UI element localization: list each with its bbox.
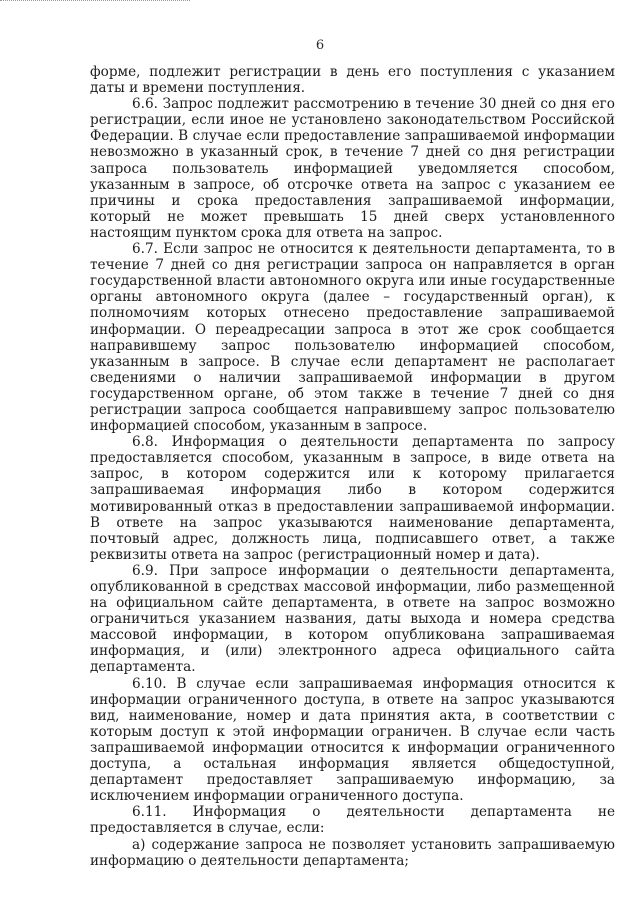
paragraph-6-11: 6.11. Информация о деятельности департамента не предоставляется в случае, если: <box>90 804 615 837</box>
paragraph-6-9: 6.9. При запросе информации о деятельности департамента, опубликованной в средствах массовой информации, либо размещенной на официальном сайте департамента, в ответе на запрос возможно ограничиться указанием названия, даты выхода и номера средства массовой информации, в котором опубликована запрашиваемая информация, и (или) электронного адреса официального сайта департамента. <box>90 562 615 676</box>
paragraph-6-7: 6.7. Если запрос не относится к деятельности департамента, то в течение 7 дней со дня регистрации запроса он направляется в орган государственной власти автономного округа или иные государственные органы автономного округа (далее – государственный орган), к полномочиям которых отнесено предоставление запрашиваемой информации. О переадресации запроса в этот же срок сообщается направившему запрос пользователю информацией способом, указанным в запросе. В случае если департамент не располагает сведениями о наличии запрашиваемой информации в другом государственном органе, об этом также в течение 7 дней со дня регистрации запроса сообщается направившему запрос пользователю информацией способом, указанным в запросе. <box>90 241 615 435</box>
scan-edge-mark <box>0 0 190 1</box>
paragraph-continuation: форме, подлежит регистрации в день его поступления с указанием даты и времени поступления. <box>90 64 615 97</box>
paragraph-6-6: 6.6. Запрос подлежит рассмотрению в течение 30 дней со дня его регистрации, если иное не установлено законодательством Российской Федерации. В случае если предоставление запрашиваемой информации невозможно в указанный срок, в течение 7 дней со дня регистрации запроса пользователь информацией уведомляется способом, указанным в запросе, об отсрочке ответа на запрос с указанием ее причины и срока предоставления запрашиваемой информации, который не может превышать 15 дней сверх установленного настоящим пунктом срока для ответа на запрос. <box>90 96 615 241</box>
paragraph-6-8: 6.8. Информация о деятельности департамента по запросу предоставляется способом, указанным в запросе, в виде ответа на запрос, в котором содержится или к которому прилагается запрашиваемая информация либо в котором содержится мотивированный отказ в предоставлении запрашиваемой информации. В ответе на запрос указываются наименование департамента, почтовый адрес, должность лица, подписавшего ответ, а также реквизиты ответа на запрос (регистрационный номер и дата). <box>90 434 615 563</box>
list-item-a: а) содержание запроса не позволяет установить запрашиваемую информацию о деятельности департамента; <box>90 836 615 869</box>
page-number: 6 <box>315 38 325 53</box>
document-body <box>90 64 615 869</box>
paragraph-6-10: 6.10. В случае если запрашиваемая информация относится к информации ограниченного доступа, в ответе на запрос указываются вид, наименование, номер и дата принятия акта, в соответствии с которым доступ к этой информации ограничен. В случае если часть запрашиваемой информации относится к информации ограниченного доступа, а остальная информация является общедоступной, департамент предоставляет запрашиваемую информацию, за исключением информации ограниченного доступа. <box>90 675 615 805</box>
